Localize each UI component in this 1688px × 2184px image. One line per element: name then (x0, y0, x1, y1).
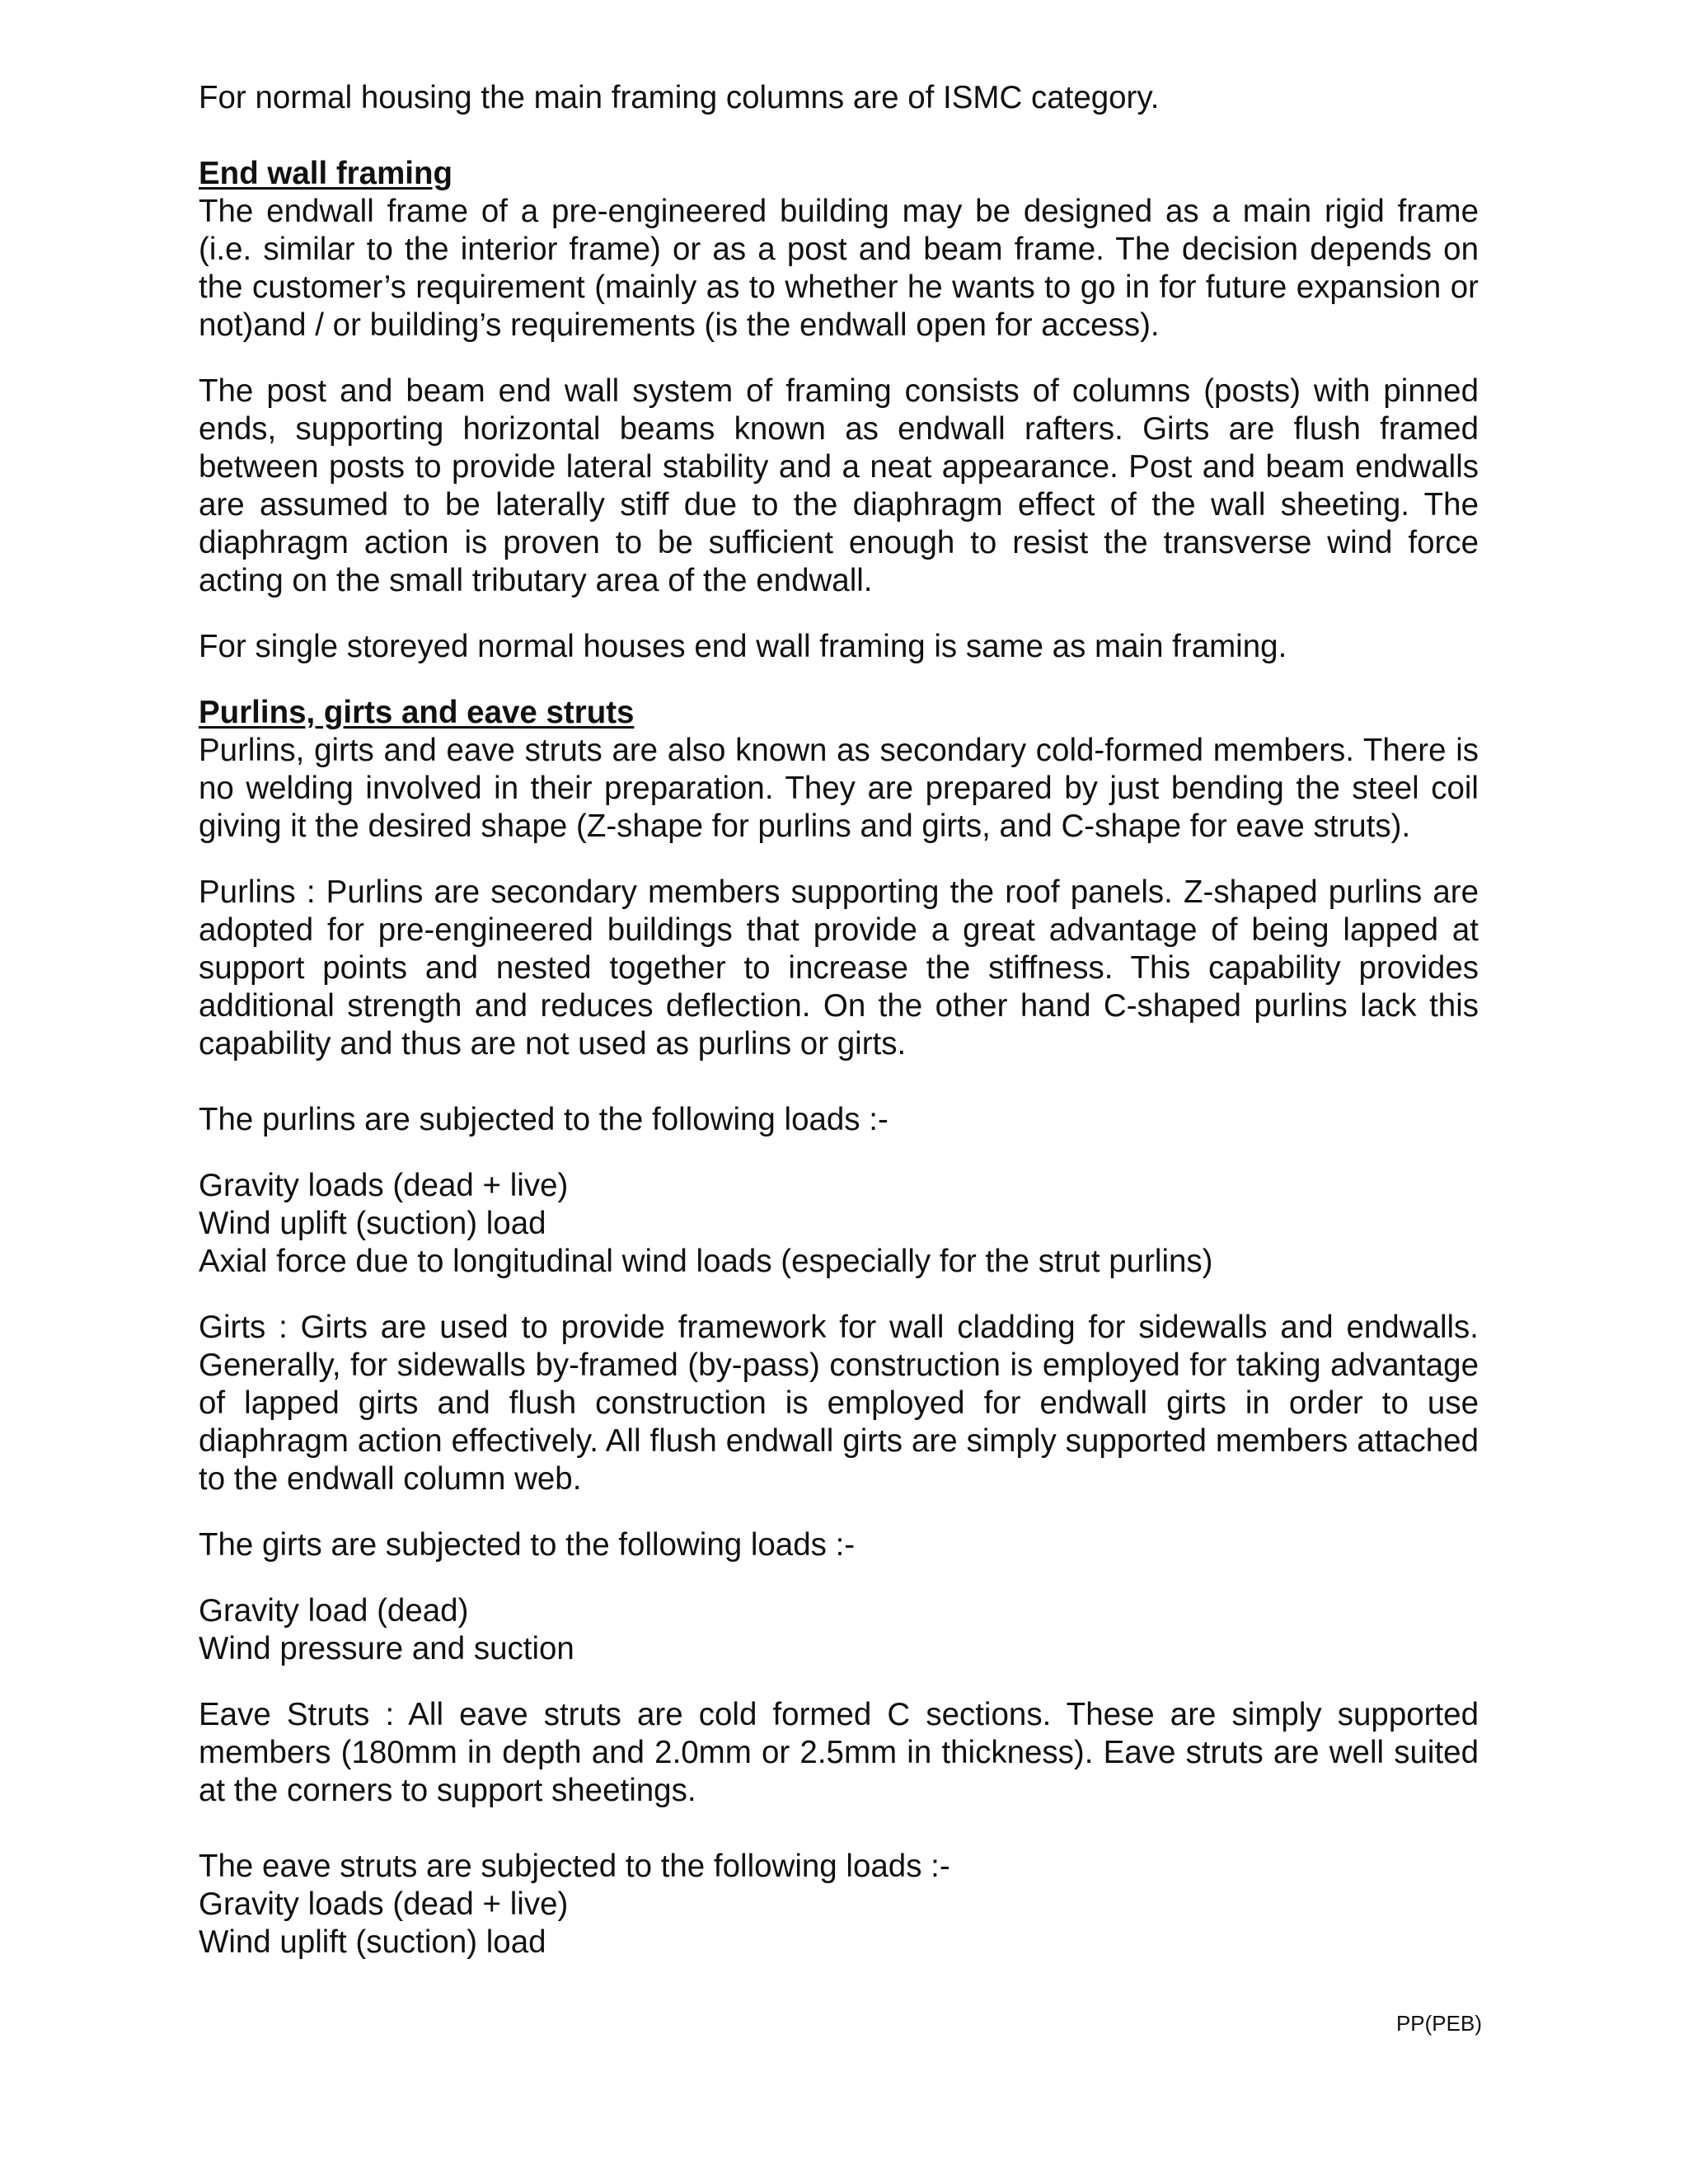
purlins-loads-intro: The purlins are subjected to the following loads :- (199, 1102, 889, 1137)
girts-loads-list (199, 1592, 1479, 1668)
list-item: Gravity loads (dead + live) (199, 1886, 569, 1922)
section-heading-purlins-girts-eave-struts: Purlins, girts and eave struts (199, 695, 635, 730)
girts-paragraph: Girts : Girts are used to provide framework for wall cladding for sidewalls and endwalls. Generally, for sidewalls by-framed (by-pass) construction is employed for taking advantage of lapped girts and flush construction is employed for endwall girts in order to use diaphragm action effectively. All flush endwall girts are simply supported members attached to the endwall column web. (199, 1310, 1479, 1497)
girts-loads-intro: The girts are subjected to the following loads :- (199, 1527, 856, 1563)
eave-struts-paragraph: Eave Struts : All eave struts are cold formed C sections. These are simply supported members (180mm in depth and 2.0mm or 2.5mm in thickness). Eave struts are well suited at the corners to support sheetings. (199, 1697, 1479, 1808)
list-item: Wind pressure and suction (199, 1631, 574, 1666)
document-body (199, 79, 1479, 1961)
eave-loads-intro: The eave struts are subjected to the following loads :- (199, 1849, 950, 1884)
list-item: Wind uplift (suction) load (199, 1206, 546, 1241)
list-item: Gravity load (dead) (199, 1593, 469, 1629)
page-footer-label: PP(PEB) (1395, 2011, 1482, 2036)
endwall-paragraph-2: The post and beam end wall system of framing consists of columns (posts) with pinned ends, supporting horizontal beams known as endwall rafters. Girts are flush framed between posts to provide lateral stability and a neat appearance. Post and beam endwalls are assumed to be laterally stiff due to the diaphragm effect of the wall sheeting. The diaphragm action is proven to be sufficient enough to resist the transverse wind force acting on the small tributary area of the endwall. (199, 373, 1479, 598)
purlins-loads-list (199, 1167, 1479, 1281)
list-item: Gravity loads (dead + live) (199, 1168, 569, 1203)
intro-paragraph: For normal housing the main framing columns are of ISMC category. (199, 80, 1160, 115)
purlins-paragraph: Purlins : Purlins are secondary members supporting the roof panels. Z-shaped purlins are adopted for pre-engineered buildings that provide a great advantage of being lapped at support points and nested together to increase the stiffness. This capability provides additional strength and reduces deflection. On the other hand C-shaped purlins lack this capability and thus are not used as purlins or girts. (199, 874, 1479, 1062)
section-heading-end-wall-framing: End wall framing (199, 156, 453, 191)
eave-loads-list (199, 1848, 1479, 1961)
endwall-paragraph-3: For single storeyed normal houses end wall framing is same as main framing. (199, 629, 1287, 664)
endwall-paragraph-1: The endwall frame of a pre-engineered building may be designed as a main rigid frame (i.e. similar to the interior frame) or as a post and beam frame. The decision depends on the customer’s requirement (mainly as to whether he wants to go in for future expansion or not)and / or building’s requirements (is the endwall open for access). (199, 194, 1479, 343)
list-item: Axial force due to longitudinal wind loads (especially for the strut purlins) (199, 1244, 1213, 1279)
list-item: Wind uplift (suction) load (199, 1924, 546, 1960)
purlins-section-paragraph-1: Purlins, girts and eave struts are also known as secondary cold-formed members. There is no welding involved in their preparation. They are prepared by just bending the steel coil giving it the desired shape (Z-shape for purlins and girts, and C-shape for eave struts). (199, 733, 1479, 844)
